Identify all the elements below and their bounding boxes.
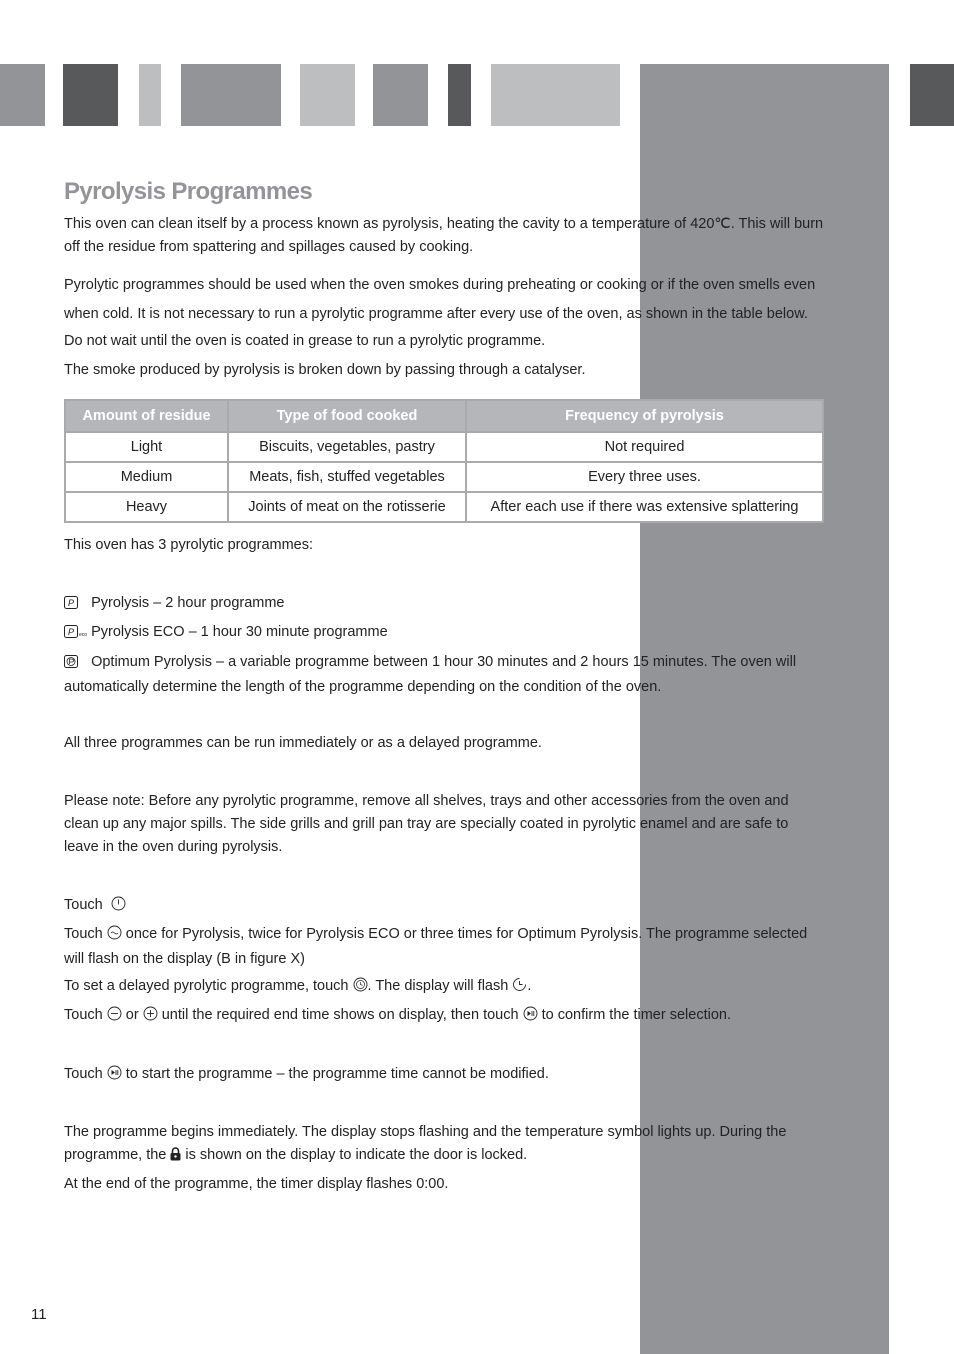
programmes-lead: This oven has 3 pyrolytic programmes: <box>64 537 314 553</box>
step-4-text-b: until the required end time shows on display, then touch <box>161 1007 519 1023</box>
step-4-touch: Touch <box>64 1007 103 1023</box>
p-eco-programme-icon <box>64 623 79 646</box>
programme-standard <box>64 592 824 617</box>
intro-paragraph-3: Do not wait until the oven is coated in grease to run a pyrolytic programme. <box>64 333 546 349</box>
step-4-text-c: to confirm the timer selection. <box>541 1007 731 1023</box>
programme-eco-text: Pyrolysis ECO – 1 hour 30 minute programme <box>91 624 388 640</box>
start-confirm-icon <box>107 1065 122 1088</box>
header-band-6 <box>373 64 428 126</box>
delayed-note: All three programmes can be run immediately or as a delayed programme. <box>64 735 542 751</box>
header-band-3 <box>139 64 161 126</box>
start-confirm-icon <box>523 1006 538 1029</box>
step-3-text-a: To set a delayed pyrolytic programme, touch <box>64 978 349 994</box>
pyrolysis-table <box>64 399 824 523</box>
plus-icon <box>143 1006 158 1029</box>
p-programme-icon <box>64 594 79 617</box>
please-note: Please note: Before any pyrolytic programme, remove all shelves, trays and other accessories from the oven and clean up any major spills. The side grills and grill pan tray are specially coated in pyrolytic enamel and are safe to leave in the oven during pyrolysis. <box>64 793 789 855</box>
table-cell: Not required <box>466 432 823 462</box>
table-cell: Light <box>65 432 228 462</box>
power-icon <box>111 896 126 919</box>
lock-icon <box>170 1146 181 1169</box>
programme-eco <box>64 621 824 647</box>
table-cell: Heavy <box>65 492 228 522</box>
step-2-text: once for Pyrolysis, twice for Pyrolysis ECO or three times for Optimum Pyrolysis. The programme selected will flash on the display (B in figure X) <box>64 926 808 967</box>
header-band-8 <box>491 64 620 126</box>
programme-standard-text: Pyrolysis – 2 hour programme <box>91 595 285 611</box>
intro-paragraph-4: The smoke produced by pyrolysis is broken down by passing through a catalyser. <box>64 362 586 378</box>
delayed-clock-icon <box>512 977 527 1000</box>
step-7: At the end of the programme, the timer display flashes 0:00. <box>64 1176 449 1192</box>
svg-text:P: P <box>67 627 75 637</box>
eco-subscript: eco <box>79 632 88 638</box>
step-6 <box>64 1121 824 1169</box>
header-band-4 <box>181 64 281 126</box>
table-header-residue: Amount of residue <box>65 400 228 432</box>
step-3-text-c: . <box>527 978 532 994</box>
page-number: 11 <box>31 1306 47 1323</box>
minus-icon <box>107 1006 122 1029</box>
optimum-pyrolysis-icon <box>64 653 79 676</box>
step-2 <box>64 923 824 971</box>
table-cell: Biscuits, vegetables, pastry <box>228 432 466 462</box>
step-4 <box>64 1004 824 1029</box>
table-header-frequency: Frequency of pyrolysis <box>466 400 823 432</box>
table-row <box>65 492 823 522</box>
table-cell: Joints of meat on the rotisserie <box>228 492 466 522</box>
table-row <box>65 432 823 462</box>
header-band-9 <box>910 64 954 126</box>
step-5 <box>64 1063 824 1088</box>
step-5-touch: Touch <box>64 1066 103 1082</box>
table-header-row <box>65 400 823 432</box>
table-cell: Meats, fish, stuffed vegetables <box>228 462 466 492</box>
header-band-1 <box>0 64 45 126</box>
header-band-7 <box>448 64 471 126</box>
header-band-2 <box>63 64 118 126</box>
step-3-text-b: . The display will flash <box>367 978 509 994</box>
step-6-text-b: is shown on the display to indicate the door is locked. <box>185 1147 528 1163</box>
header-band-5 <box>300 64 355 126</box>
table-cell: After each use if there was extensive splattering <box>466 492 823 522</box>
step-5-text: to start the programme – the programme time cannot be modified. <box>125 1066 549 1082</box>
page-title: Pyrolysis Programmes <box>64 178 313 205</box>
intro-paragraph-1: This oven can clean itself by a process known as pyrolysis, heating the cavity to a temperature of 420℃. This will burn off the residue from spattering and spillages caused by cooking. <box>64 216 824 255</box>
step-2-touch: Touch <box>64 926 103 942</box>
step-1-text: Touch <box>64 897 103 913</box>
programme-optimum <box>64 651 824 699</box>
table-cell: Medium <box>65 462 228 492</box>
step-6-text-a: The programme begins immediately. The display stops flashing and the temperature symbol lights up. During the programme, the <box>64 1124 787 1163</box>
intro-paragraph-2: Pyrolytic programmes should be used when the oven smokes during preheating or cooking or if the oven smells even when cold. It is not necessary to run a pyrolytic programme after every use of the oven, as shown in the table below. <box>64 277 816 322</box>
table-row <box>65 462 823 492</box>
table-header-food: Type of food cooked <box>228 400 466 432</box>
table-cell: Every three uses. <box>466 462 823 492</box>
clock-icon <box>353 977 368 1000</box>
programme-optimum-text: Optimum Pyrolysis – a variable programme between 1 hour 30 minutes and 2 hours 15 minutes. The oven will automatically determine the length of the programme depending on the condition of the oven. <box>64 654 797 695</box>
svg-text:P: P <box>67 598 75 608</box>
step-3 <box>64 975 824 1000</box>
pyrolysis-button-icon <box>107 925 122 948</box>
step-4-or: or <box>125 1007 139 1023</box>
step-1 <box>64 894 824 919</box>
